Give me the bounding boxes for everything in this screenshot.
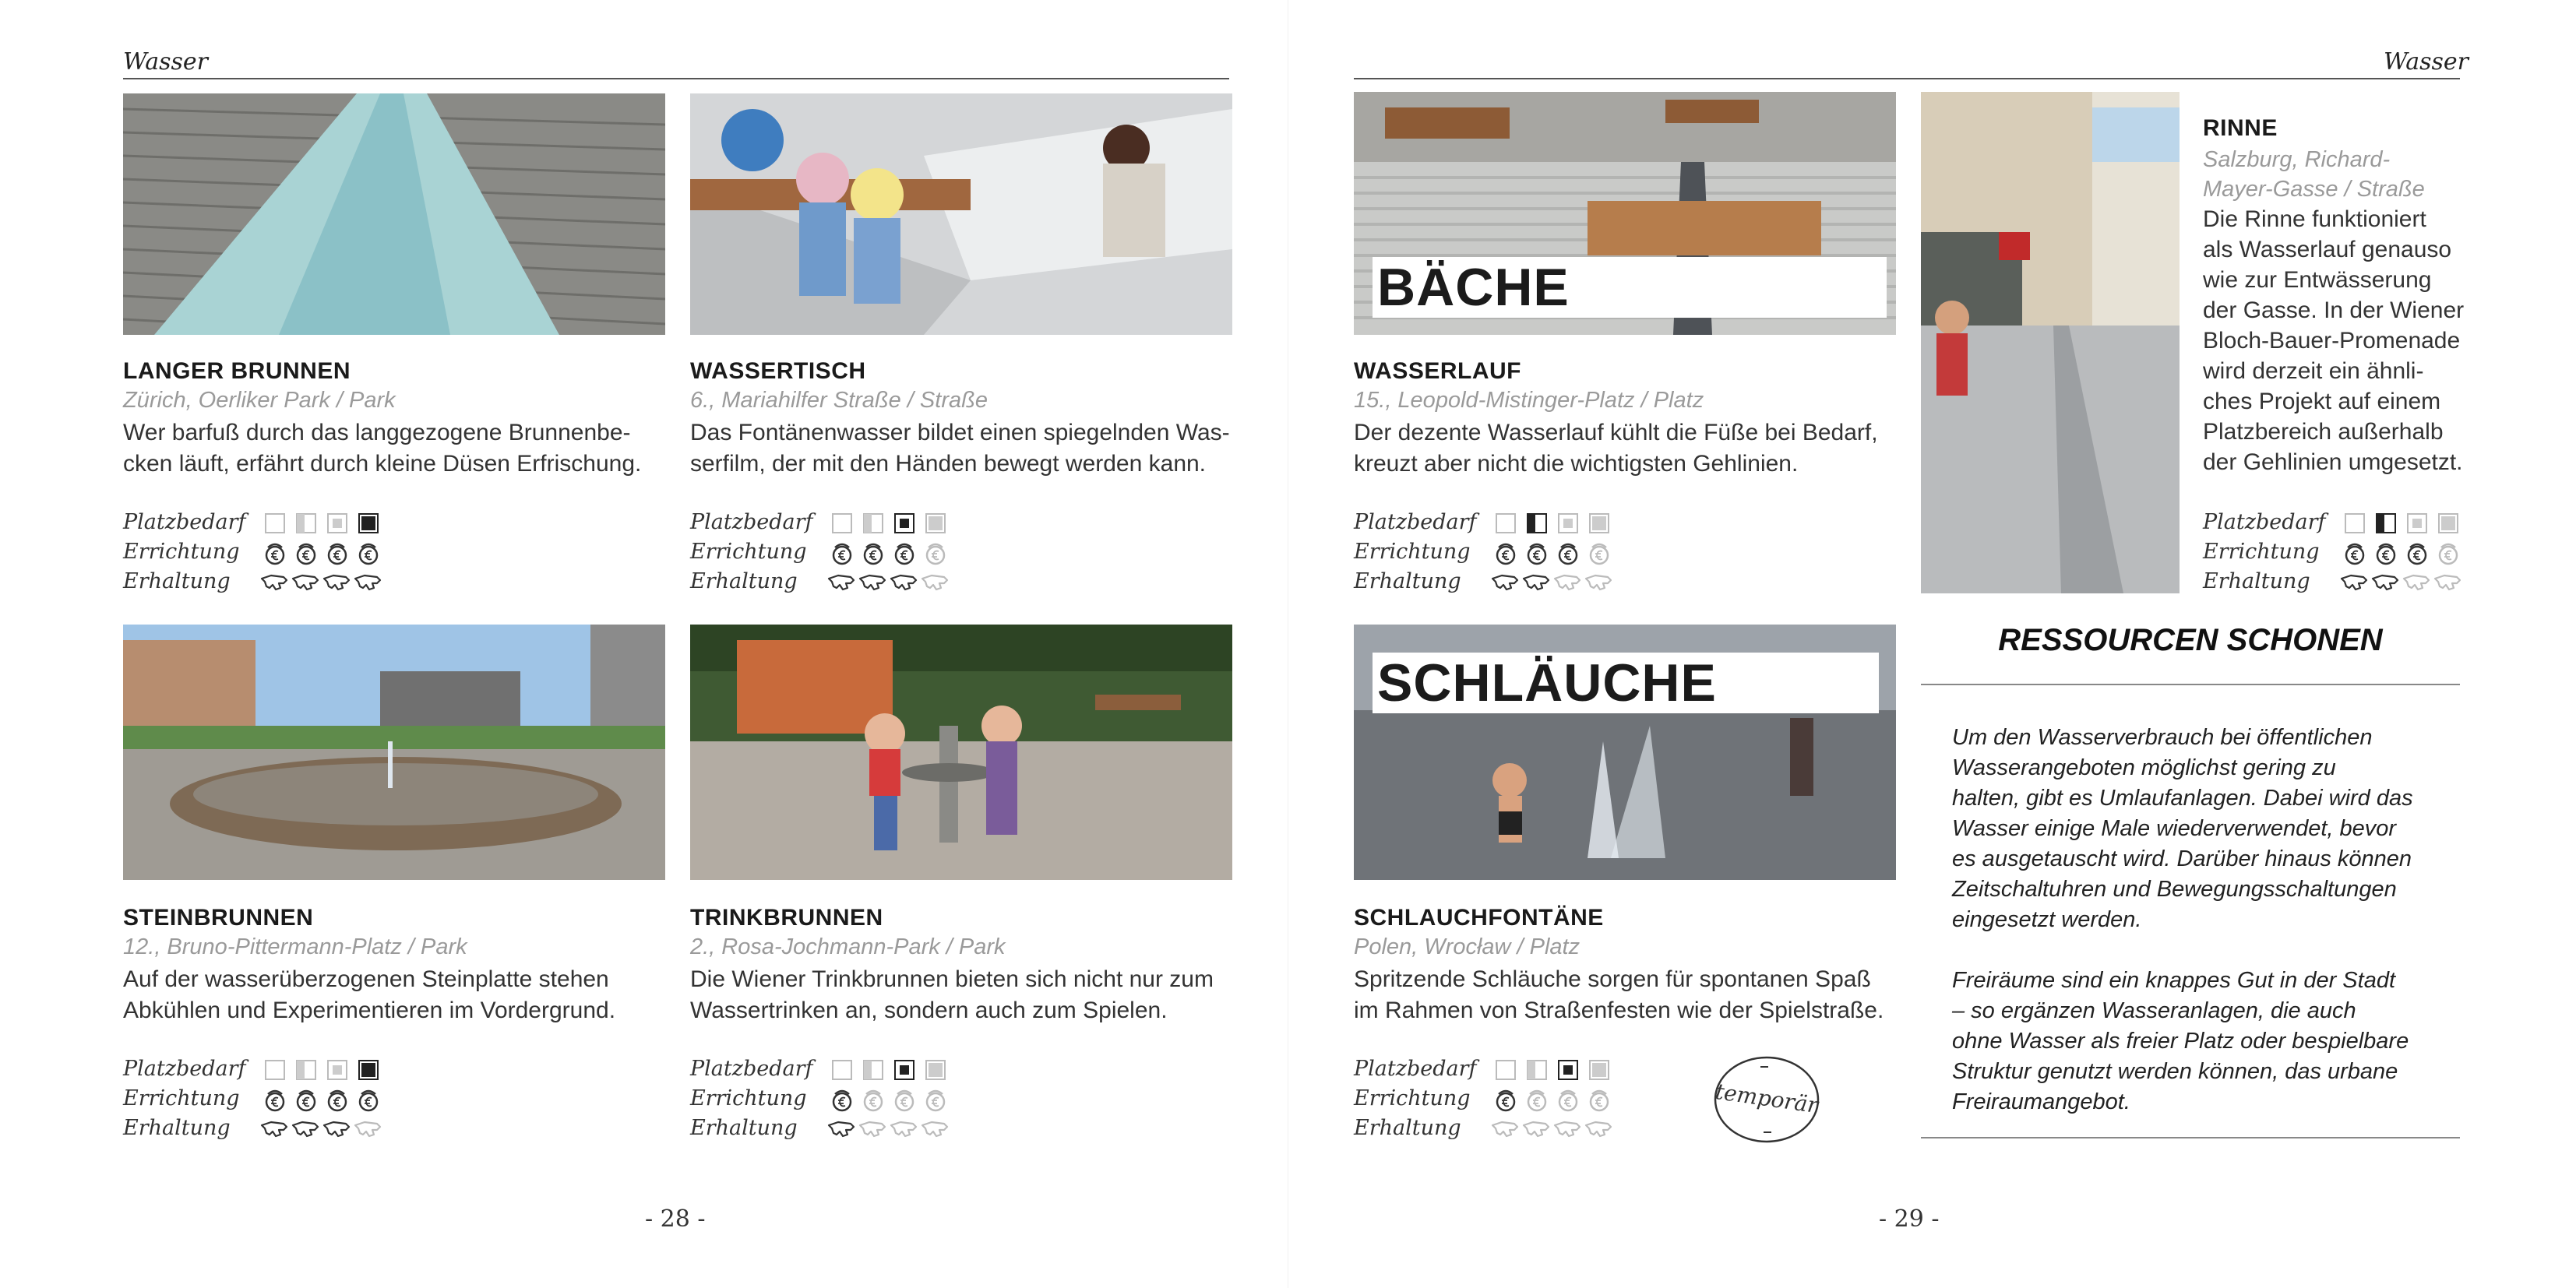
- header-rule-left: [123, 78, 1229, 79]
- rating-block: [1354, 510, 1650, 604]
- card-description: [123, 417, 668, 480]
- space-level-icon: [263, 1058, 287, 1082]
- rating-row-space: [690, 1057, 986, 1086]
- info-line: Um den Wasserverbrauch bei öffentlichen: [1952, 725, 2373, 750]
- description-line: Der dezente Wasserlauf kühlt die Füße bei Bedarf,: [1354, 420, 1878, 445]
- rating-label-maintenance: Erhaltung: [1354, 569, 1461, 593]
- info-box-rule-top: [1921, 684, 2460, 685]
- running-head-left: Wasser: [123, 48, 208, 76]
- rating-icons-maintenance: [263, 571, 419, 597]
- rating-row-maintenance: [690, 569, 986, 599]
- hand-icon: [322, 571, 352, 594]
- rating-label-space: Platzbedarf: [690, 1057, 813, 1081]
- space-level-icon: [1588, 1058, 1611, 1082]
- hand-icon: [2340, 571, 2370, 594]
- space-level-icon: [357, 512, 380, 535]
- euro-coin-icon: [1494, 541, 1517, 566]
- euro-coin-icon: [2374, 541, 2398, 566]
- hand-icon: [2433, 571, 2463, 594]
- euro-coin-icon: [326, 1088, 349, 1113]
- space-level-icon: [1494, 512, 1517, 535]
- description-line: Spritzende Schläuche sorgen für spontanen Spaß: [1354, 966, 1871, 992]
- space-level-icon: [326, 512, 349, 535]
- hand-icon: [2402, 571, 2432, 594]
- rating-row-construction: [123, 540, 419, 569]
- hand-icon: [827, 571, 857, 594]
- rating-block: [690, 510, 986, 604]
- hand-icon: [858, 1117, 888, 1141]
- info-line: ohne Wasser als freier Platz oder bespielbare: [1952, 1029, 2409, 1054]
- rating-icons-maintenance: [2343, 571, 2499, 597]
- space-level-icon: [2343, 512, 2366, 535]
- rating-icons-construction: [1494, 1088, 1650, 1114]
- rating-label-maintenance: Erhaltung: [690, 569, 798, 593]
- hand-icon: [890, 571, 919, 594]
- rating-icons-maintenance: [263, 1117, 419, 1144]
- rating-block: [123, 1057, 419, 1150]
- euro-coin-icon: [1556, 541, 1580, 566]
- rating-row-space: [123, 1057, 419, 1086]
- header-rule-right: [1354, 78, 2460, 79]
- card-location: 6., Mariahilfer Straße / Straße: [690, 388, 988, 413]
- description-line: Die Rinne funktioniert: [2203, 206, 2426, 232]
- description-line: wird derzeit ein ähnli-: [2203, 358, 2424, 384]
- hand-icon: [291, 1117, 321, 1141]
- info-line: Struktur genutzt werden können, das urbane: [1952, 1059, 2398, 1084]
- space-level-icon: [862, 1058, 885, 1082]
- photo-wassertisch: [690, 93, 1232, 335]
- photo-trinkbrunnen: [690, 625, 1232, 880]
- card-description: [2203, 204, 2468, 477]
- space-level-icon: [2405, 512, 2429, 535]
- stamp-text: temporär: [1714, 1078, 1820, 1119]
- card-description: [690, 417, 1235, 480]
- card-title: WASSERTISCH: [690, 358, 866, 384]
- photo-steinbrunnen: [123, 625, 665, 880]
- rating-label-maintenance: Erhaltung: [123, 1116, 231, 1140]
- rating-label-construction: Errichtung: [1354, 540, 1471, 564]
- rating-row-space: [2203, 510, 2499, 540]
- rating-icons-space: [1494, 1058, 1650, 1085]
- euro-coin-icon: [830, 1088, 854, 1113]
- hand-icon: [921, 571, 950, 594]
- rating-row-construction: [2203, 540, 2499, 569]
- rating-row-maintenance: [123, 1116, 419, 1145]
- info-box-title: RESSOURCEN SCHONEN: [1998, 623, 2383, 657]
- photo-rinne: [1921, 92, 2180, 593]
- rating-icons-maintenance: [830, 571, 986, 597]
- description-line: als Wasserlauf genauso: [2203, 237, 2452, 262]
- paragraph-gap: [1952, 935, 2451, 966]
- space-level-icon: [924, 512, 947, 535]
- rating-block: [1354, 1057, 1650, 1150]
- rating-label-maintenance: Erhaltung: [2203, 569, 2310, 593]
- rating-label-space: Platzbedarf: [123, 1057, 246, 1081]
- space-level-icon: [862, 512, 885, 535]
- space-level-icon: [830, 1058, 854, 1082]
- rating-row-maintenance: [2203, 569, 2499, 599]
- hand-icon: [827, 1117, 857, 1141]
- card-location: 12., Bruno-Pittermann-Platz / Park: [123, 934, 467, 959]
- card-description: [1354, 417, 1899, 480]
- info-line: Wasserangeboten möglichst gering zu: [1952, 755, 2336, 780]
- hand-icon: [1491, 571, 1521, 594]
- euro-coin-icon: [326, 541, 349, 566]
- space-level-icon: [924, 1058, 947, 1082]
- card-title: TRINKBRUNNEN: [690, 905, 883, 931]
- rating-label-space: Platzbedarf: [690, 510, 813, 534]
- euro-coin-icon: [1494, 1088, 1517, 1113]
- space-level-icon: [1556, 512, 1580, 535]
- description-line: Bloch-Bauer-Promenade: [2203, 328, 2461, 354]
- euro-coin-icon: [357, 1088, 380, 1113]
- rating-label-construction: Errichtung: [2203, 540, 2320, 564]
- space-level-icon: [2374, 512, 2398, 535]
- card-description: [1354, 964, 1899, 1026]
- rating-row-space: [123, 510, 419, 540]
- description-line: Auf der wasserüberzogenen Steinplatte stehen: [123, 966, 609, 992]
- location-line: Salzburg, Richard-: [2203, 147, 2391, 172]
- space-level-icon: [294, 1058, 318, 1082]
- hand-icon: [1553, 571, 1583, 594]
- rating-row-construction: [123, 1086, 419, 1116]
- hand-icon: [354, 571, 383, 594]
- euro-coin-icon: [357, 541, 380, 566]
- rating-icons-space: [263, 1058, 419, 1085]
- euro-coin-icon: [2437, 541, 2460, 566]
- rating-icons-construction: [1494, 541, 1650, 568]
- card-title: SCHLAUCHFONTÄNE: [1354, 905, 1604, 931]
- rating-label-construction: Errichtung: [123, 540, 240, 564]
- hand-icon: [890, 1117, 919, 1141]
- euro-coin-icon: [1525, 1088, 1549, 1113]
- rating-label-space: Platzbedarf: [2203, 510, 2326, 534]
- hand-icon: [291, 571, 321, 594]
- euro-coin-icon: [1588, 541, 1611, 566]
- space-level-icon: [326, 1058, 349, 1082]
- rating-row-construction: [1354, 540, 1650, 569]
- temporary-stamp: [1712, 1053, 1821, 1146]
- info-line: es ausgetauscht wird. Darüber hinaus können: [1952, 846, 2412, 871]
- running-head-right: Wasser: [2384, 48, 2469, 76]
- rating-block: [2203, 510, 2499, 604]
- rating-label-maintenance: Erhaltung: [123, 569, 231, 593]
- rating-block: [690, 1057, 986, 1150]
- rating-icons-space: [830, 1058, 986, 1085]
- hand-icon: [1491, 1117, 1521, 1141]
- space-level-icon: [263, 512, 287, 535]
- description-line: der Gasse. In der Wiener: [2203, 297, 2465, 323]
- card-description: [123, 964, 668, 1026]
- rating-row-construction: [690, 540, 986, 569]
- hand-icon: [858, 571, 888, 594]
- photo-langer-brunnen: [123, 93, 665, 335]
- rating-icons-maintenance: [830, 1117, 986, 1144]
- euro-coin-icon: [263, 541, 287, 566]
- rating-icons-space: [1494, 512, 1650, 538]
- rating-label-construction: Errichtung: [123, 1086, 240, 1110]
- euro-coin-icon: [1556, 1088, 1580, 1113]
- rating-label-maintenance: Erhaltung: [690, 1116, 798, 1140]
- rating-icons-space: [830, 512, 986, 538]
- rating-icons-space: [263, 512, 419, 538]
- card-title: RINNE: [2203, 115, 2278, 141]
- hand-icon: [354, 1117, 383, 1141]
- description-line: im Rahmen von Straßenfesten wie der Spielstraße.: [1354, 998, 1884, 1023]
- description-line: Abkühlen und Experimentieren im Vordergrund.: [123, 998, 616, 1023]
- hand-icon: [1522, 1117, 1552, 1141]
- space-level-icon: [893, 1058, 916, 1082]
- info-line: Zeitschaltuhren und Bewegungsschaltungen: [1952, 877, 2397, 902]
- rating-label-maintenance: Erhaltung: [1354, 1116, 1461, 1140]
- rating-row-maintenance: [1354, 569, 1650, 599]
- page-number-right: - 29 -: [1879, 1205, 1940, 1233]
- rating-label-construction: Errichtung: [1354, 1086, 1471, 1110]
- euro-coin-icon: [2343, 541, 2366, 566]
- rating-icons-construction: [830, 1088, 986, 1114]
- card-location: [2203, 145, 2425, 204]
- description-line: Das Fontänenwasser bildet einen spiegelnden Was-: [690, 420, 1230, 445]
- info-box-text: [1952, 723, 2451, 1117]
- euro-coin-icon: [893, 541, 916, 566]
- card-location: 15., Leopold-Mistinger-Platz / Platz: [1354, 388, 1704, 413]
- card-location: Polen, Wrocław / Platz: [1354, 934, 1580, 959]
- euro-coin-icon: [862, 1088, 885, 1113]
- info-line: – so ergänzen Wasseranlagen, die auch: [1952, 998, 2356, 1023]
- space-level-icon: [1556, 1058, 1580, 1082]
- rating-row-space: [1354, 510, 1650, 540]
- hand-icon: [1522, 571, 1552, 594]
- rating-icons-construction: [263, 1088, 419, 1114]
- hand-icon: [260, 571, 290, 594]
- euro-coin-icon: [1588, 1088, 1611, 1113]
- card-location: 2., Rosa-Jochmann-Park / Park: [690, 934, 1006, 959]
- rating-row-maintenance: [1354, 1116, 1650, 1145]
- euro-coin-icon: [2405, 541, 2429, 566]
- description-line: serfilm, der mit den Händen bewegt werden kann.: [690, 451, 1207, 477]
- rating-icons-maintenance: [1494, 571, 1650, 597]
- rating-icons-maintenance: [1494, 1117, 1650, 1144]
- info-line: Wasser einige Male wiederverwendet, bevor: [1952, 816, 2397, 841]
- section-heading-hoses: SCHLÄUCHE: [1377, 653, 1717, 713]
- description-line: cken läuft, erfährt durch kleine Düsen Erfrischung.: [123, 451, 642, 477]
- description-line: Wassertrinken an, sondern auch zum Spielen.: [690, 998, 1168, 1023]
- hand-icon: [322, 1117, 352, 1141]
- rating-icons-construction: [263, 541, 419, 568]
- description-line: Wer barfuß durch das langgezogene Brunnenbe-: [123, 420, 631, 445]
- rating-row-space: [690, 510, 986, 540]
- hand-icon: [260, 1117, 290, 1141]
- card-location: Zürich, Oerliker Park / Park: [123, 388, 396, 413]
- space-level-icon: [830, 512, 854, 535]
- space-level-icon: [2437, 512, 2460, 535]
- euro-coin-icon: [1525, 541, 1549, 566]
- hand-icon: [1553, 1117, 1583, 1141]
- hand-icon: [921, 1117, 950, 1141]
- euro-coin-icon: [294, 541, 318, 566]
- rating-icons-construction: [830, 541, 986, 568]
- euro-coin-icon: [924, 541, 947, 566]
- card-title: WASSERLAUF: [1354, 358, 1521, 384]
- info-line: halten, gibt es Umlaufanlagen. Dabei wird das: [1952, 786, 2413, 811]
- euro-coin-icon: [924, 1088, 947, 1113]
- rating-row-construction: [1354, 1086, 1650, 1116]
- space-level-icon: [1588, 512, 1611, 535]
- rating-icons-construction: [2343, 541, 2499, 568]
- rating-label-space: Platzbedarf: [1354, 510, 1477, 534]
- space-level-icon: [893, 512, 916, 535]
- rating-label-space: Platzbedarf: [1354, 1057, 1477, 1081]
- description-line: Die Wiener Trinkbrunnen bieten sich nicht nur zum: [690, 966, 1214, 992]
- section-heading-streams: BÄCHE: [1377, 258, 1570, 317]
- info-line: eingesetzt werden.: [1952, 907, 2142, 932]
- description-line: wie zur Entwässerung: [2203, 267, 2432, 293]
- space-level-icon: [1525, 512, 1549, 535]
- rating-row-maintenance: [123, 569, 419, 599]
- euro-coin-icon: [893, 1088, 916, 1113]
- card-title: STEINBRUNNEN: [123, 905, 314, 931]
- card-description: [690, 964, 1235, 1026]
- hand-icon: [2371, 571, 2401, 594]
- rating-label-construction: Errichtung: [690, 1086, 807, 1110]
- card-title: LANGER BRUNNEN: [123, 358, 351, 384]
- rating-label-space: Platzbedarf: [123, 510, 246, 534]
- hand-icon: [1584, 1117, 1614, 1141]
- euro-coin-icon: [830, 541, 854, 566]
- space-level-icon: [1525, 1058, 1549, 1082]
- location-line: Mayer-Gasse / Straße: [2203, 177, 2425, 202]
- page-number-left: - 28 -: [645, 1205, 706, 1233]
- space-level-icon: [1494, 1058, 1517, 1082]
- rating-row-maintenance: [690, 1116, 986, 1145]
- info-line: Freiraumangebot.: [1952, 1089, 2130, 1114]
- euro-coin-icon: [862, 541, 885, 566]
- euro-coin-icon: [263, 1088, 287, 1113]
- space-level-icon: [357, 1058, 380, 1082]
- info-line: Freiräume sind ein knappes Gut in der Stadt: [1952, 968, 2396, 993]
- rating-row-construction: [690, 1086, 986, 1116]
- rating-icons-space: [2343, 512, 2499, 538]
- description-line: Platzbereich außerhalb: [2203, 419, 2444, 445]
- description-line: der Gehlinien umgesetzt.: [2203, 449, 2463, 475]
- description-line: kreuzt aber nicht die wichtigsten Gehlinien.: [1354, 451, 1799, 477]
- description-line: ches Projekt auf einem: [2203, 389, 2441, 414]
- space-level-icon: [294, 512, 318, 535]
- info-box-rule-bottom: [1921, 1137, 2460, 1138]
- rating-label-construction: Errichtung: [690, 540, 807, 564]
- rating-block: [123, 510, 419, 604]
- hand-icon: [1584, 571, 1614, 594]
- rating-row-space: [1354, 1057, 1650, 1086]
- euro-coin-icon: [294, 1088, 318, 1113]
